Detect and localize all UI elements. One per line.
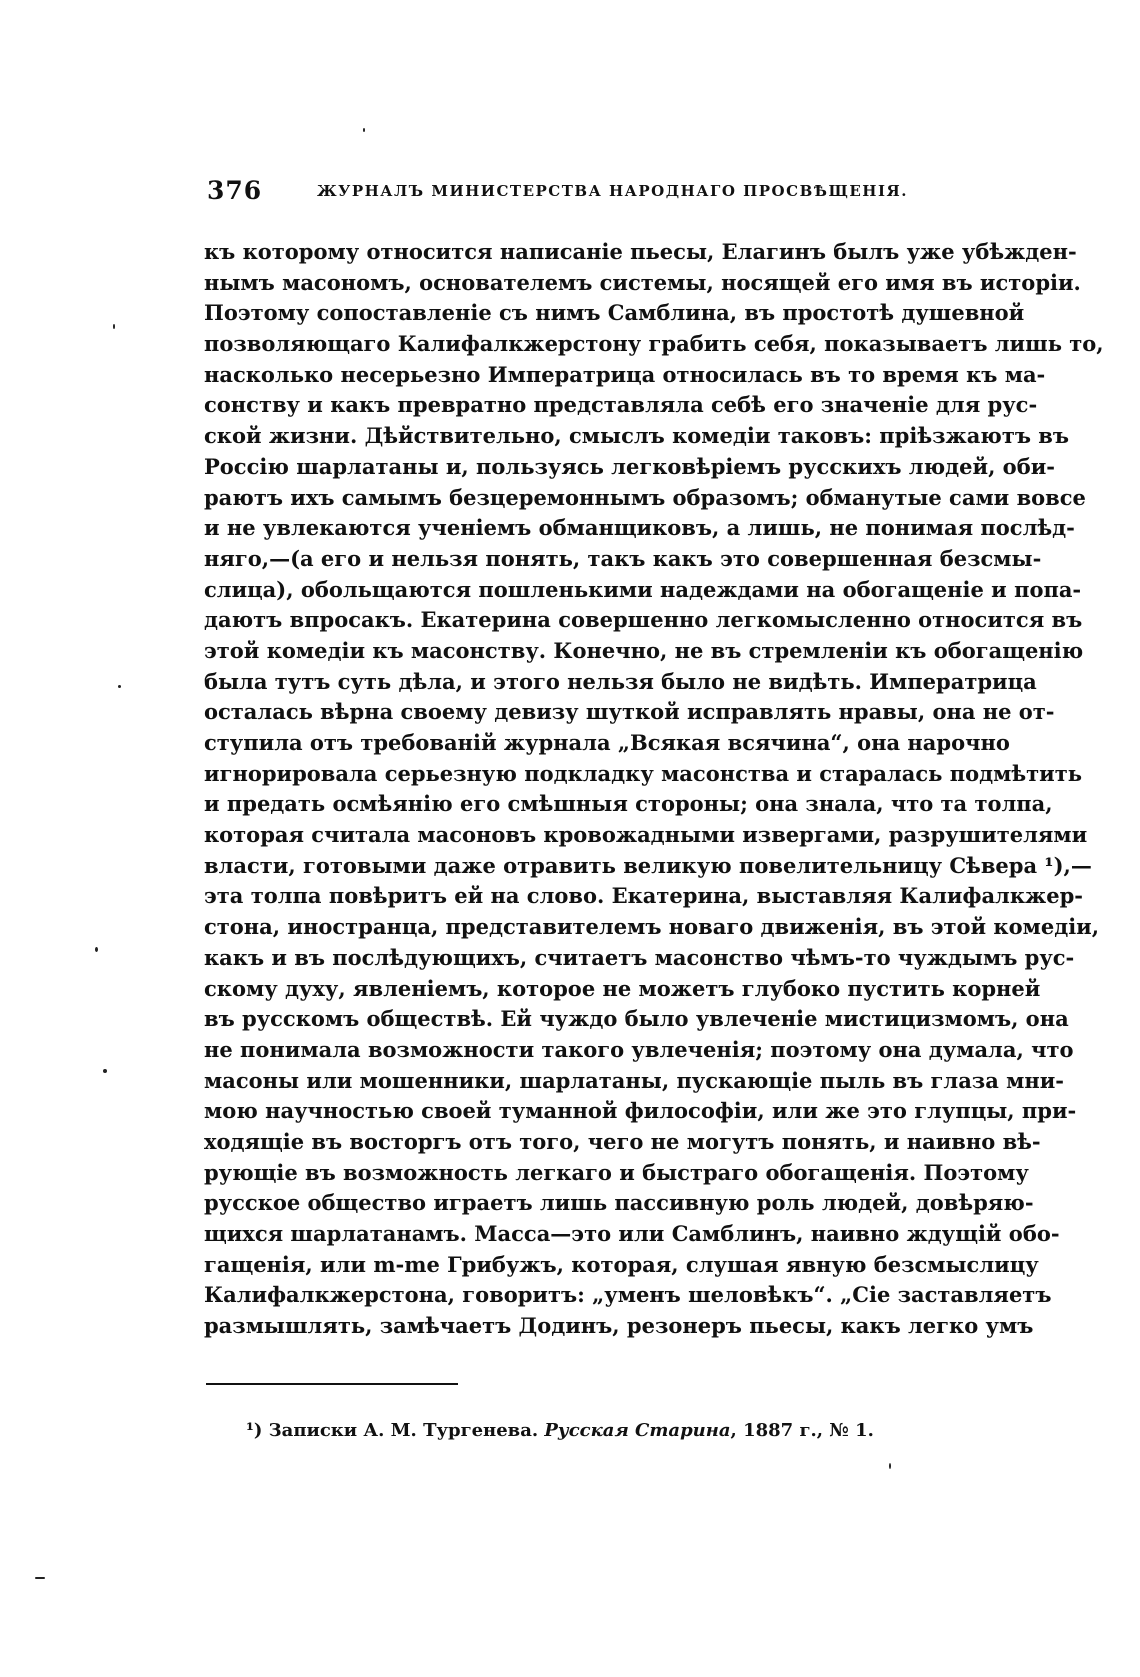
text-line: игнорировала серьезную подкладку масонства и старалась подмѣтить	[204, 760, 1082, 786]
scan-speck	[889, 1463, 891, 1469]
text-line: этой комедіи къ масонству. Конечно, не въ стремленіи къ обогащенію	[204, 637, 1084, 663]
text-line: сонству и какъ превратно представляла себѣ его значеніе для рус-	[204, 392, 1038, 418]
text-line: ступила отъ требованій журнала „Всякая всячина“, она нарочно	[204, 730, 1010, 755]
text-line: и предать осмѣянію его смѣшныя стороны; она знала, что та толпа,	[204, 791, 1053, 817]
text-line: скому духу, явленіемъ, которое не можетъ глубоко пустить корней	[204, 975, 1041, 1001]
page-header	[207, 176, 997, 208]
body-text	[204, 237, 1104, 1342]
text-line: щихся шарлатанамъ. Масса—это или Самблинъ, наивно ждущій обо-	[204, 1221, 1060, 1246]
text-line: размышлять, замѣчаетъ Додинъ, резонеръ пьесы, какъ легко умъ	[204, 1313, 1034, 1339]
text-line: нымъ масономъ, основателемъ системы, носящей его имя въ исторіи.	[204, 269, 1081, 295]
text-line: власти, готовыми даже отравить великую повелительницу Сѣвера ¹),—	[204, 852, 1092, 878]
text-line: Россію шарлатаны и, пользуясь легковѣріемъ русскихъ людей, оби-	[204, 453, 1055, 479]
scan-speck	[363, 128, 365, 132]
text-line: Калифалкжерстона, говоритъ: „уменъ шеловѣкъ“. „Сіе заставляетъ	[204, 1282, 1052, 1308]
footnote-marker: ¹)	[246, 1420, 263, 1441]
text-line: не понимала возможности такого увлеченія; поэтому она думала, что	[204, 1036, 1074, 1062]
scan-speck	[113, 324, 115, 329]
text-line: гащенія, или m-me Грибужъ, которая, слушая явную безсмыслицу	[204, 1251, 1039, 1277]
scan-speck	[118, 685, 121, 688]
text-line: насколько несерьезно Императрица относилась въ то время къ ма-	[204, 361, 1046, 387]
text-line: русское общество играетъ лишь пассивную роль людей, довѣряю-	[204, 1190, 1034, 1216]
text-line: рующіе въ возможность легкаго и быстраго обогащенія. Поэтому	[204, 1159, 1029, 1185]
scan-speck	[95, 947, 98, 952]
text-line: стона, иностранца, представителемъ новаго движенія, въ этой комедіи,	[204, 914, 1100, 940]
text-line: мою научностью своей туманной философіи, или же это глупцы, при-	[204, 1098, 1077, 1124]
scan-speck	[103, 1069, 107, 1073]
text-line: къ которому относится написаніе пьесы, Елагинъ былъ уже убѣжден-	[204, 239, 1077, 264]
footnote-divider	[206, 1383, 458, 1385]
text-line: какъ и въ послѣдующихъ, считаетъ масонство чѣмъ-то чуждымъ рус-	[204, 944, 1075, 970]
text-line: ходящіе въ восторгъ отъ того, чего не могутъ понять, и наивно вѣ-	[204, 1128, 1041, 1154]
page-number: 376	[207, 176, 263, 205]
text-line: была тутъ суть дѣла, и этого нельзя было не видѣть. Императрица	[204, 668, 1037, 694]
footnote-journal-title: Русская Старина	[544, 1420, 731, 1441]
footnote	[246, 1420, 874, 1441]
text-line: осталась вѣрна своему девизу шуткой исправлять нравы, она не от-	[204, 699, 1055, 725]
text-line: слица), обольщаются пошленькими надеждами на обогащеніе и попа-	[204, 576, 1082, 602]
text-line: эта толпа повѣритъ ей на слово. Екатерина, выставляя Калифалкжер-	[204, 883, 1083, 909]
text-line: въ русскомъ обществѣ. Ей чуждо было увлеченіе мистицизмомъ, она	[204, 1006, 1069, 1032]
text-line: и не увлекаются ученіемъ обманщиковъ, а лишь, не понимая послѣд-	[204, 515, 1075, 541]
text-line: раютъ ихъ самымъ безцеремоннымъ образомъ; обманутые сами вовсе	[204, 484, 1086, 510]
text-line: няго,—(а его и нельзя понять, такъ какъ это совершенная безсмы-	[204, 545, 1042, 571]
running-title: ЖУРНАЛЪ МИНИСТЕРСТВА НАРОДНАГО ПРОСВѢЩЕНІЯ.	[317, 182, 908, 200]
text-line: даютъ впросакъ. Екатерина совершенно легкомысленно относится въ	[204, 607, 1083, 633]
text-line: позволяющаго Калифалкжерстону грабить себя, показываетъ лишь то,	[204, 331, 1104, 357]
footnote-text-before: Записки А. М. Тургенева.	[262, 1420, 545, 1441]
text-line: Поэтому сопоставленіе съ нимъ Самблина, въ простотѣ душевной	[204, 300, 1025, 326]
text-line: которая считала масоновъ кровожадными извергами, разрушителями	[204, 822, 1088, 848]
text-line: ской жизни. Дѣйствительно, смыслъ комедіи таковъ: пріѣзжаютъ въ	[204, 423, 1069, 449]
text-line: масоны или мошенники, шарлатаны, пускающіе пыль въ глаза мни-	[204, 1067, 1065, 1093]
footnote-text-after: , 1887 г., № 1.	[730, 1420, 874, 1441]
scan-speck	[35, 1577, 45, 1579]
